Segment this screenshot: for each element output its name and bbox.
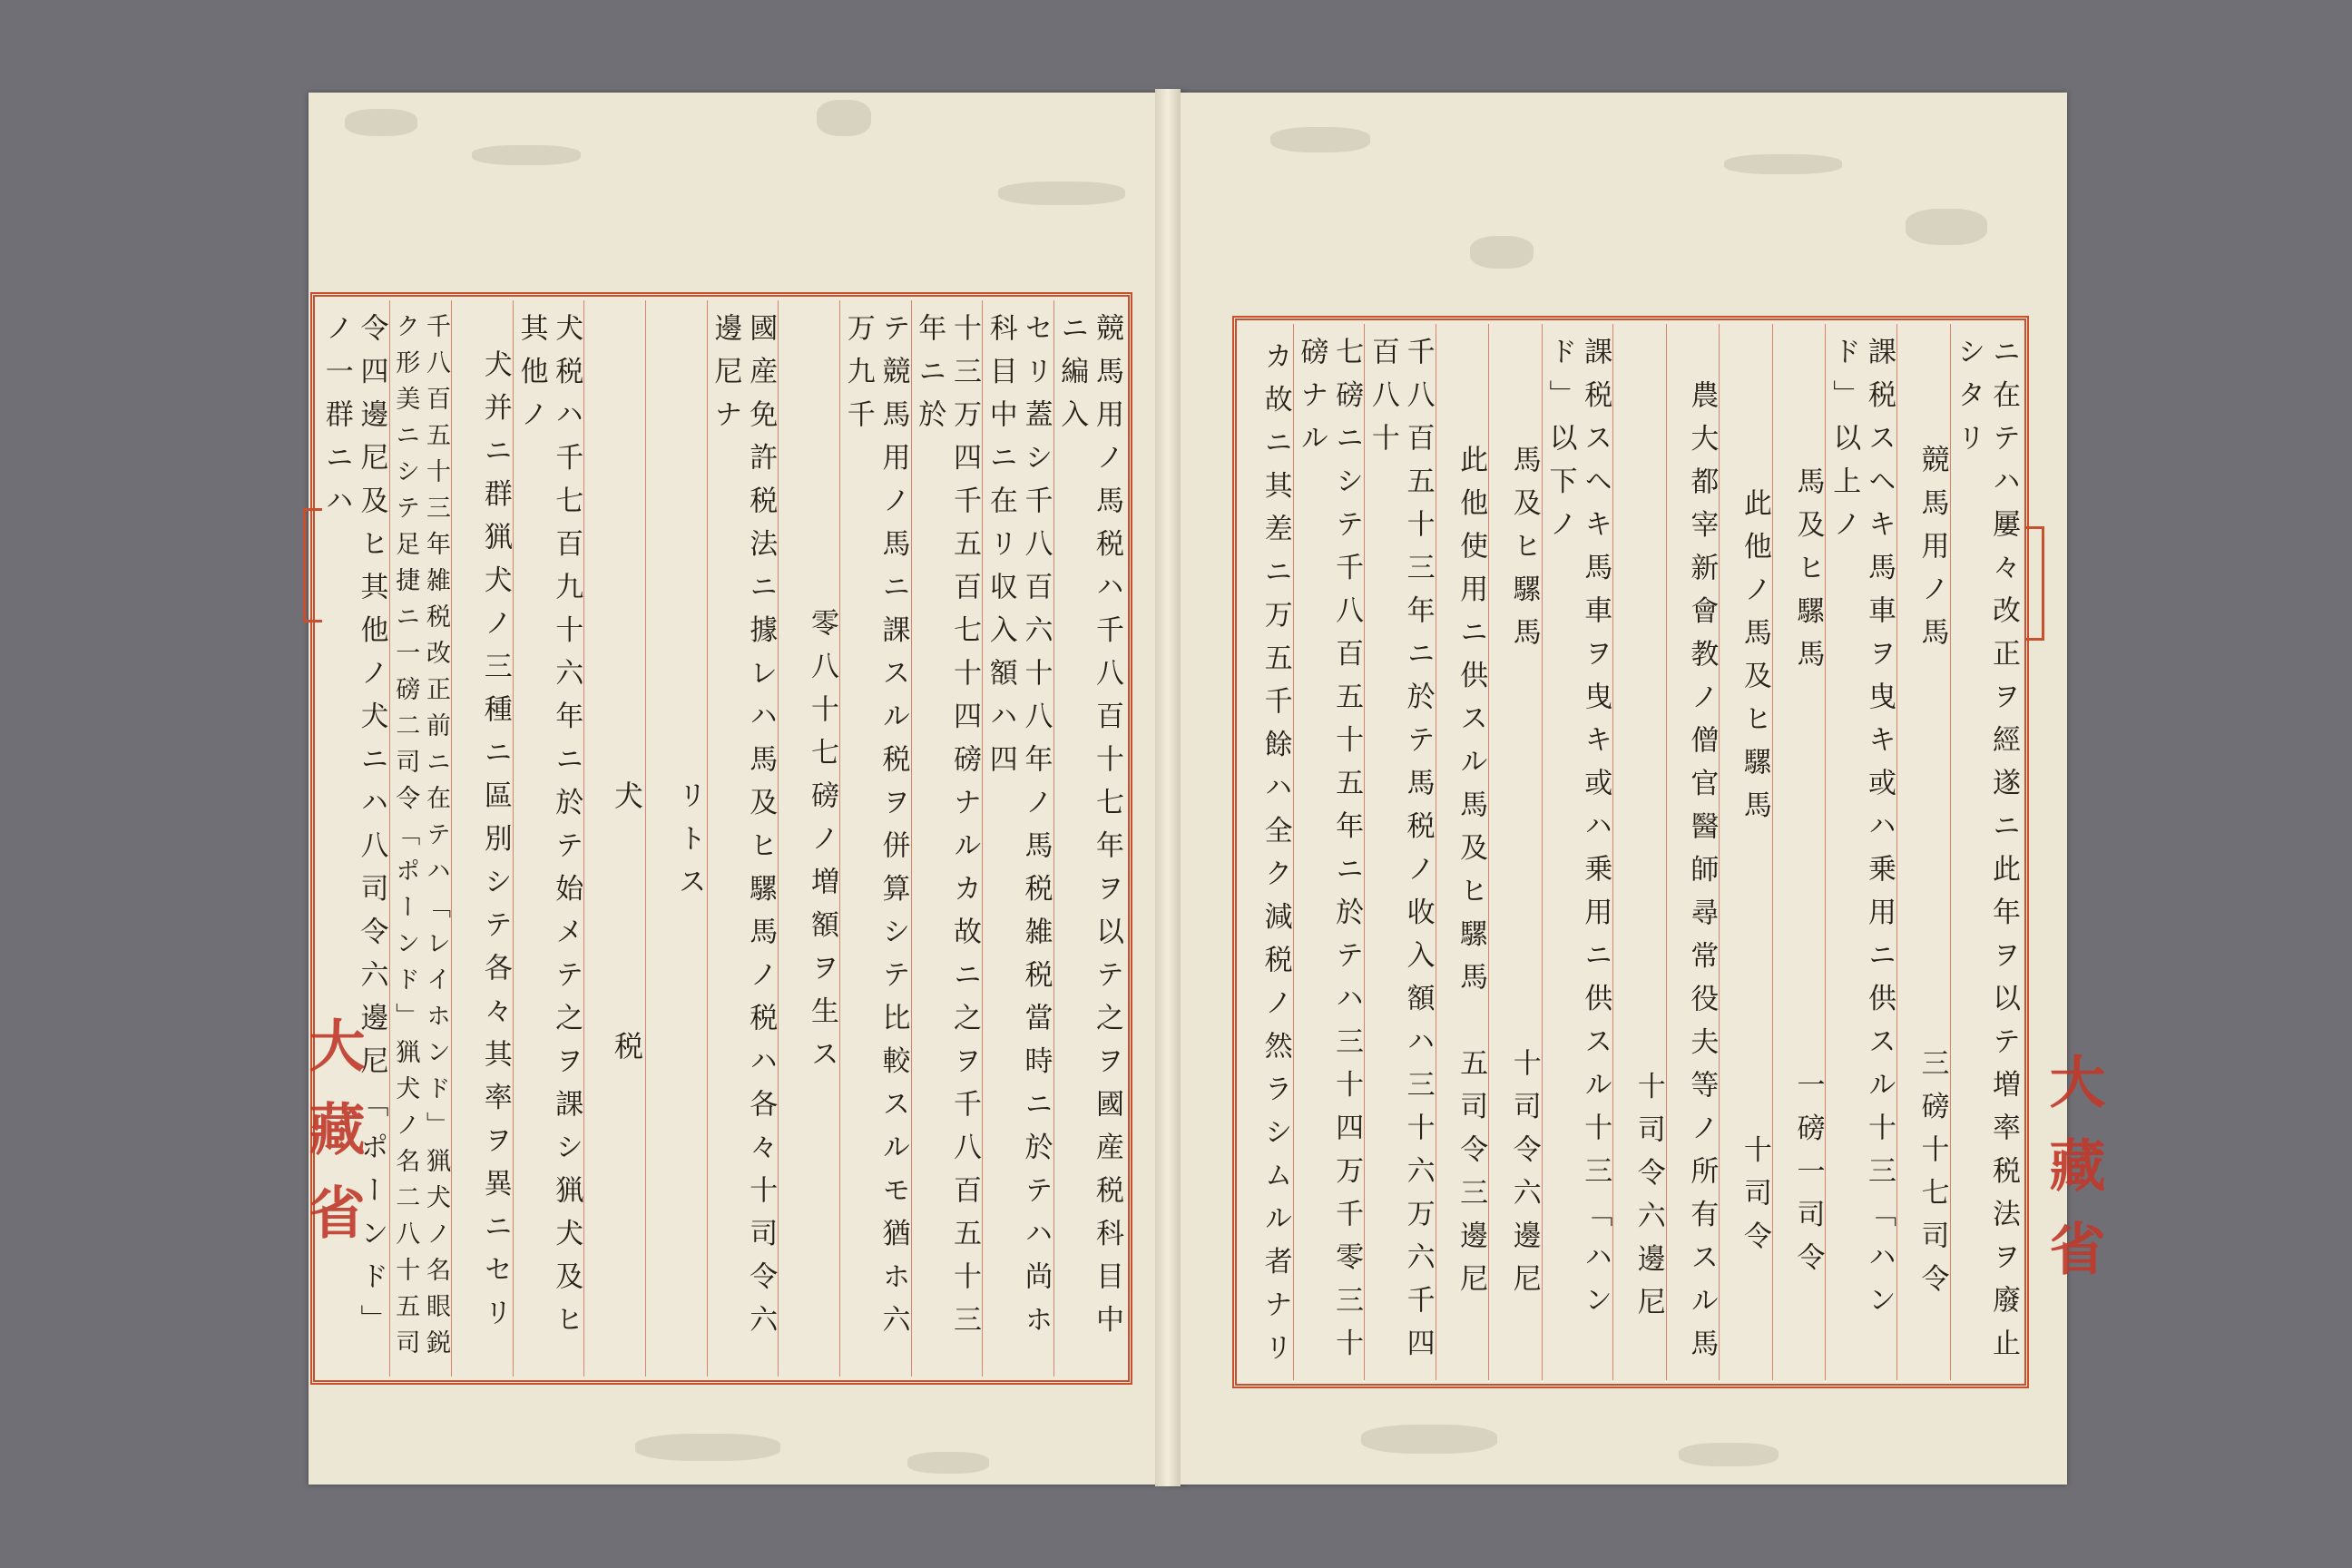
paper-fleck <box>1679 1443 1779 1466</box>
paper-fleck <box>1361 1425 1497 1454</box>
left-text-frame <box>310 292 1132 1385</box>
text-column: 此他使用ニ供スル馬及ヒ騾馬 五司令三邊尼 <box>1436 324 1489 1380</box>
text-column: 令四邊尼及ヒ其他ノ犬ニハ八司令六邊尼「ポーンド」ノ一群ニハ <box>319 313 388 1348</box>
paper-fleck <box>345 109 417 136</box>
text-column: 競馬用ノ馬税ハ千八百十七年ヲ以テ之ヲ國産税科目中ニ編入 <box>1054 300 1125 1377</box>
seal-stamp: 大藏省 <box>299 1016 366 1267</box>
text-column: 千八百五十三年ニ於テ馬税ノ收入額ハ三十六万六千四百八十 <box>1364 324 1436 1380</box>
paper-fleck <box>1270 127 1370 152</box>
paper-fleck <box>1470 236 1534 269</box>
paper-fleck <box>635 1434 780 1461</box>
text-column: 十司令六邊尼 <box>1612 324 1666 1380</box>
right-columns <box>1240 324 2021 1380</box>
text-column: 十三万四千五百七十四磅ナルカ故ニ之ヲ千八百五十三年ニ於 <box>911 300 983 1377</box>
text-column: リトス <box>645 300 707 1377</box>
paper-fleck <box>817 100 871 136</box>
text-column: 犬并ニ群猟犬ノ三種ニ區別シテ各々其率ヲ異ニセリ <box>451 300 513 1377</box>
text-column: セリ蓋シ千八百六十八年ノ馬税雑税當時ニ於テハ尚ホ科目中ニ在リ収入額ハ四 <box>982 300 1054 1377</box>
text-column: 馬及ヒ騾馬 一磅一司令 <box>1772 324 1826 1380</box>
paper-fleck <box>472 145 581 165</box>
frame-tab-mark <box>303 508 322 622</box>
text-column: 千八百五十三年雑税改正前ニ在テハ「レイホンド」猟犬ノ名眼鋭ク形美ニシテ足捷ニ一磅二司令「ポーンド」猟犬ノ名二八十五司 <box>389 300 452 1377</box>
seal-stamp: 大藏省 <box>2040 1053 2106 1303</box>
right-text-frame <box>1232 316 2029 1388</box>
text-column: ニ在テハ屢々改正ヲ經遂ニ此年ヲ以テ増率税法ヲ廢止シタリ <box>1950 324 2022 1380</box>
text-column: カ故ニ其差ニ万五千餘ハ全ク減税ノ然ラシムル者ナリ <box>1259 341 1292 1376</box>
paper-fleck <box>1724 154 1842 174</box>
text-column: 馬及ヒ騾馬 十司令六邊尼 <box>1488 324 1542 1380</box>
book-gutter <box>1155 89 1181 1486</box>
text-column: 國産免許税法ニ據レハ馬及ヒ騾馬ノ税ハ各々十司令六邊尼ナ <box>707 300 779 1377</box>
text-column: 農大都宰新會教ノ僧官醫師尋常役夫等ノ所有スル馬 <box>1666 324 1720 1380</box>
frame-tab-mark <box>2025 526 2044 641</box>
text-column: 課税スヘキ馬車ヲ曳キ或ハ乗用ニ供スル十三「ハンド」以上ノ <box>1825 324 1896 1380</box>
paper-fleck <box>1906 209 1987 245</box>
paper-fleck <box>907 1452 989 1474</box>
text-column: 犬税ハ千七百九十六年ニ於テ始メテ之ヲ課シ猟犬及ヒ其他ノ <box>513 300 584 1377</box>
section-heading: 犬 税 <box>583 300 645 1377</box>
text-column: テ競馬用ノ馬ニ課スル税ヲ併算シテ比較スルモ猶ホ六万九千 <box>839 300 911 1377</box>
text-column: 七磅ニシテ千八百五十五年ニ於テハ三十四万千零三十磅ナル <box>1293 324 1365 1380</box>
text-column: 此他ノ馬及ヒ騾馬 十司令 <box>1719 324 1772 1380</box>
text-column: 競馬用ノ馬 三磅十七司令 <box>1896 324 1950 1380</box>
left-columns <box>318 300 1124 1377</box>
text-column: 零八十七磅ノ増額ヲ生ス <box>778 300 839 1377</box>
paper-fleck <box>998 181 1125 205</box>
text-column: 課税スヘキ馬車ヲ曳キ或ハ乗用ニ供スル十三「ハンド」以下ノ <box>1542 324 1613 1380</box>
